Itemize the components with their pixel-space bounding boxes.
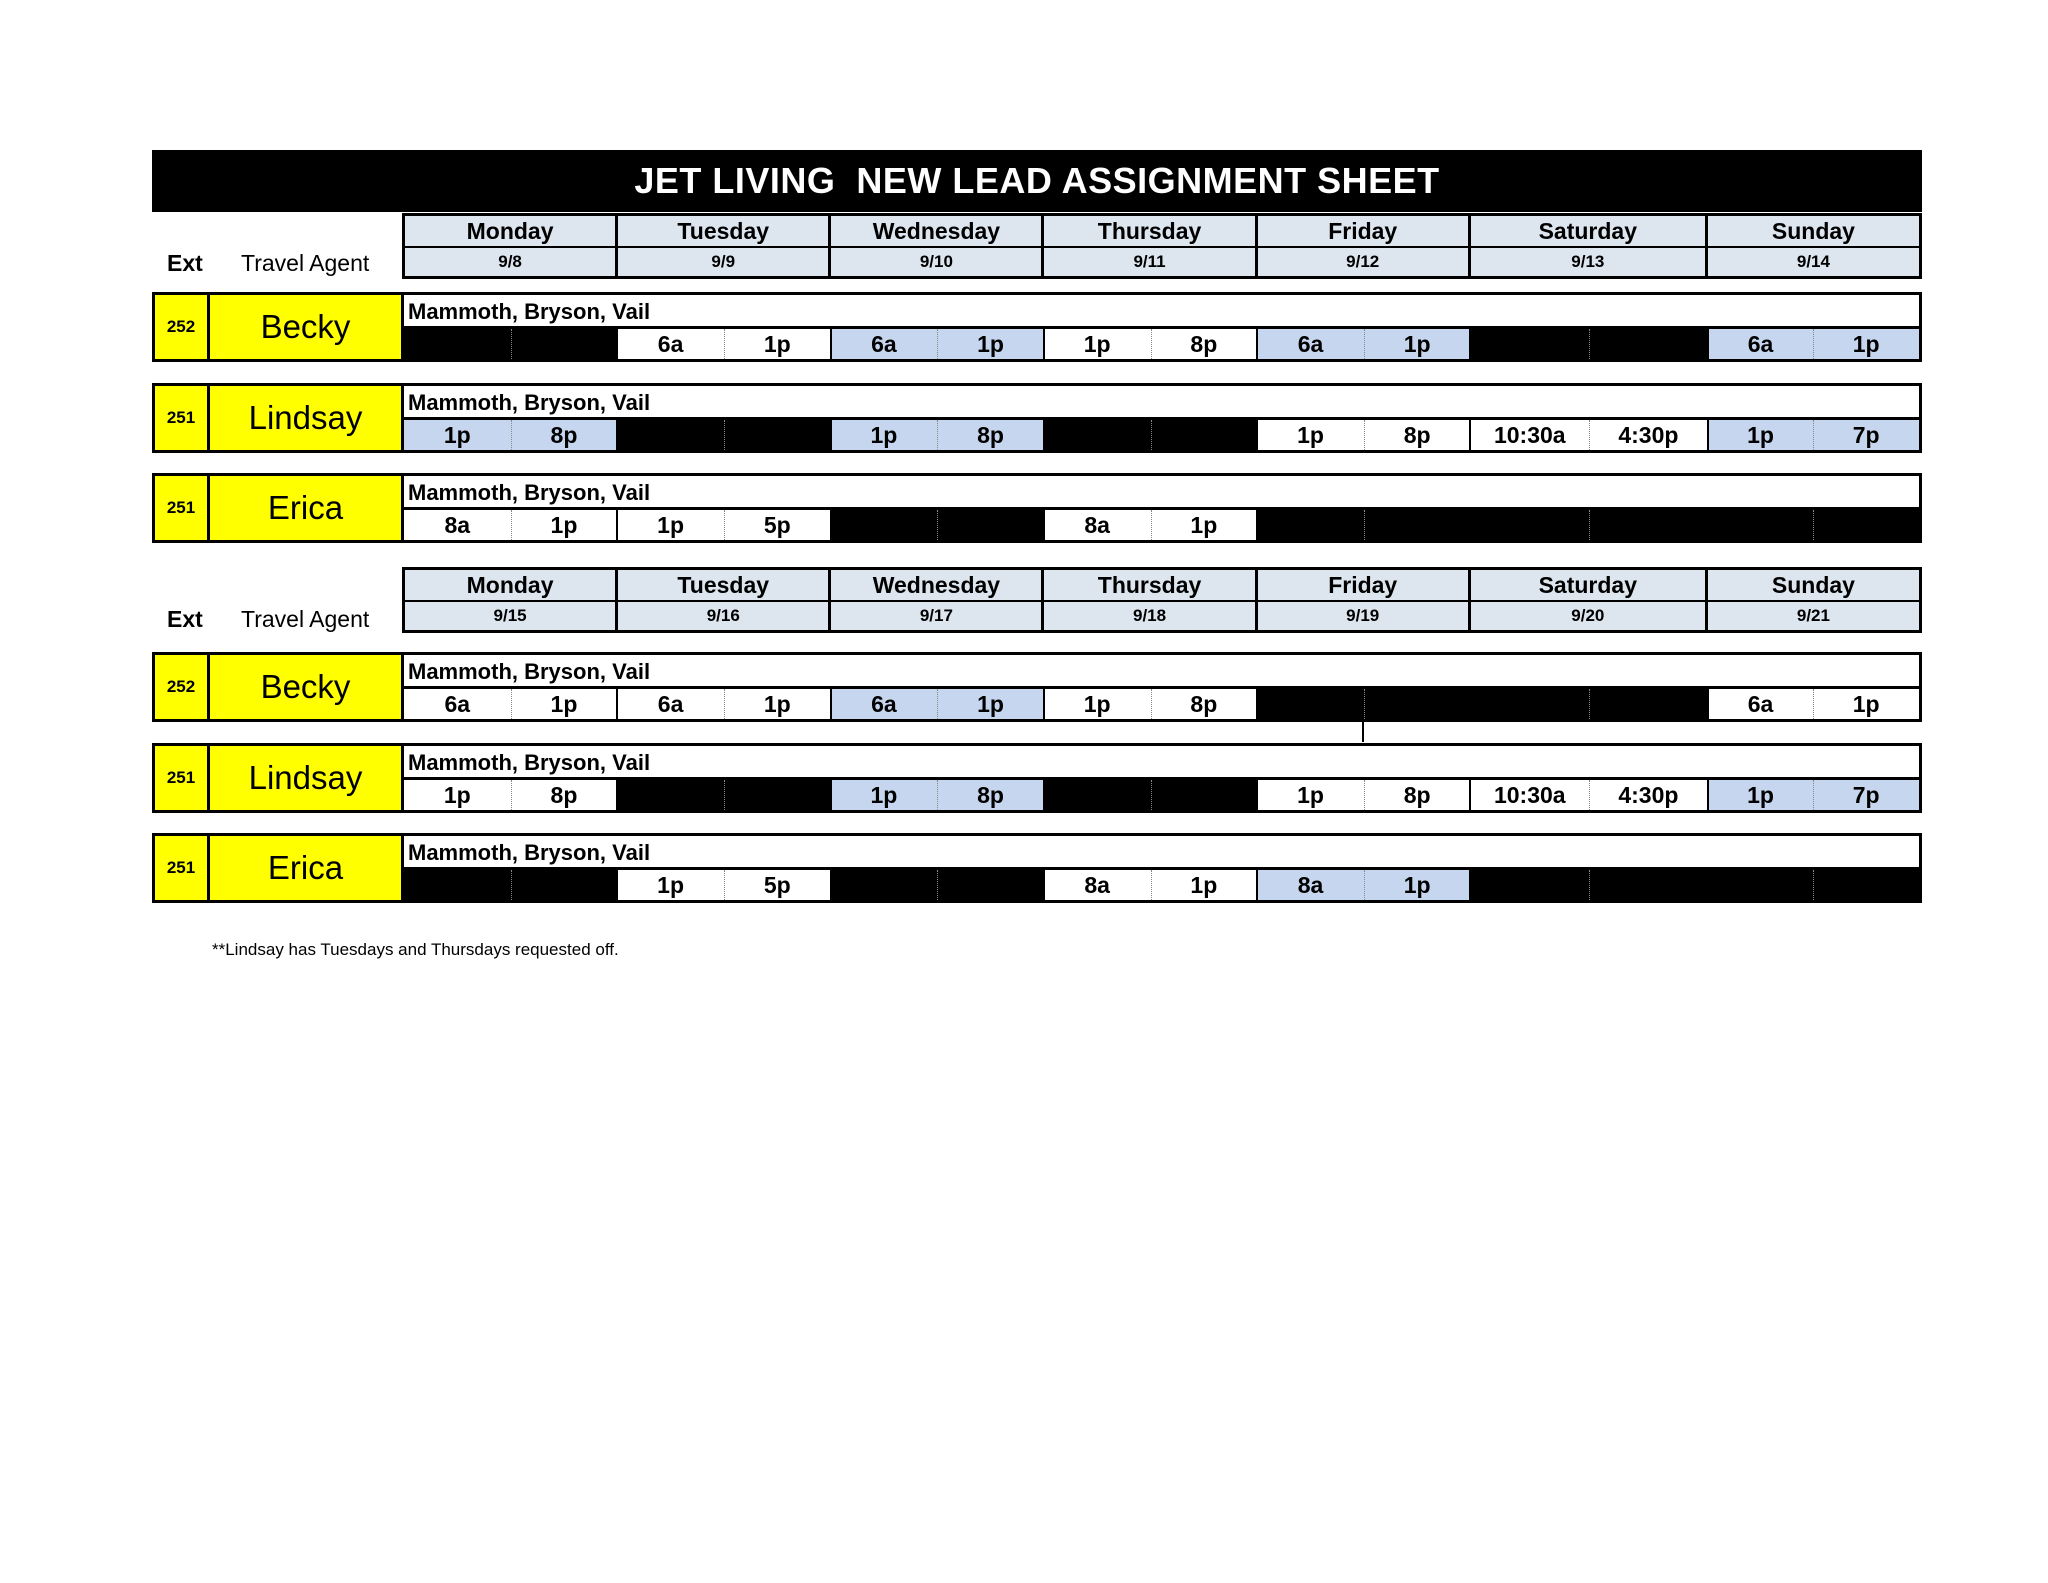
half-divider [937, 420, 938, 450]
day-divider [1469, 420, 1471, 450]
shift-slot: 8p [937, 420, 1044, 450]
day-date: 9/8 [498, 252, 522, 271]
half-divider [1151, 870, 1152, 900]
day-divider [1469, 510, 1471, 540]
shift-slot: 8p [1364, 780, 1471, 810]
shift-slot [724, 780, 831, 810]
ext-label: Ext [167, 606, 203, 632]
day-date: 9/18 [1133, 606, 1167, 625]
shift-slot: 6a [1257, 329, 1364, 359]
shift-slot [831, 870, 938, 900]
shift-slot [1708, 510, 1814, 540]
day-column-thursday [1044, 216, 1257, 276]
day-divider [830, 689, 832, 719]
sheet-title: JET LIVING NEW LEAD ASSIGNMENT SHEET [152, 150, 1922, 212]
agent-ext: 251 [152, 473, 210, 543]
shift-slot [1813, 510, 1919, 540]
agent-ext: 251 [152, 833, 210, 903]
shift-slot [1364, 510, 1471, 540]
day-divider [616, 510, 618, 540]
shift-slot [617, 780, 724, 810]
shift-slot: 1p [1364, 329, 1471, 359]
half-divider [1589, 510, 1590, 540]
day-divider [616, 329, 618, 359]
day-name: Monday [405, 570, 615, 602]
shift-slot: 1p [1813, 689, 1919, 719]
shift-slot: 1p [404, 780, 511, 810]
shift-slot [1470, 870, 1589, 900]
day-divider [1469, 870, 1471, 900]
travel-agent-label: Travel Agent [241, 606, 370, 632]
agent-region: Mammoth, Bryson, Vail [401, 743, 1922, 779]
shift-slot: 6a [1708, 329, 1814, 359]
day-column-monday [405, 570, 618, 630]
shift-slot: 7p [1813, 420, 1919, 450]
agent-name: Becky [207, 292, 404, 362]
half-divider [1364, 329, 1365, 359]
shift-slot: 8p [511, 780, 618, 810]
half-divider [724, 870, 725, 900]
shift-slot: 8p [1364, 420, 1471, 450]
day-divider [1707, 689, 1709, 719]
half-divider [1151, 689, 1152, 719]
half-divider [1589, 689, 1590, 719]
day-column-thursday [1044, 570, 1257, 630]
day-name: Thursday [1044, 216, 1254, 248]
agent-ext: 252 [152, 652, 210, 722]
half-divider [1589, 870, 1590, 900]
agent-name: Erica [207, 473, 404, 543]
agent-region: Mammoth, Bryson, Vail [401, 383, 1922, 419]
day-column-sunday [1708, 216, 1919, 276]
shift-slot: 1p [1813, 329, 1919, 359]
shift-slot: 4:30p [1589, 420, 1708, 450]
agent-region: Mammoth, Bryson, Vail [401, 473, 1922, 509]
agent-shift-slots [401, 686, 1922, 722]
agent-row-lindsay [152, 743, 1922, 813]
shift-slot [1470, 329, 1589, 359]
shift-slot [1151, 420, 1258, 450]
day-name: Friday [1258, 570, 1468, 602]
shift-slot [1470, 510, 1589, 540]
day-column-saturday [1471, 570, 1708, 630]
shift-slot [1044, 420, 1151, 450]
shift-slot: 8a [1044, 510, 1151, 540]
shift-slot [404, 870, 511, 900]
shift-slot [1257, 510, 1364, 540]
half-divider [511, 510, 512, 540]
day-name: Tuesday [618, 216, 828, 248]
shift-slot: 1p [831, 780, 938, 810]
day-divider [616, 870, 618, 900]
shift-slot: 6a [404, 689, 511, 719]
agent-row-becky [152, 292, 1922, 362]
day-date: 9/12 [1346, 252, 1380, 271]
agent-region: Mammoth, Bryson, Vail [401, 652, 1922, 688]
half-divider [1364, 510, 1365, 540]
day-date: 9/21 [1796, 606, 1830, 625]
day-name: Wednesday [831, 570, 1041, 602]
shift-slot: 1p [937, 689, 1044, 719]
shift-slot: 5p [724, 510, 831, 540]
agent-ext: 251 [152, 743, 210, 813]
half-divider [1151, 329, 1152, 359]
agent-name: Lindsay [207, 383, 404, 453]
half-divider [724, 780, 725, 810]
day-column-friday [1258, 216, 1471, 276]
shift-slot: 1p [617, 870, 724, 900]
shift-slot: 1p [937, 329, 1044, 359]
shift-slot: 6a [831, 689, 938, 719]
shift-slot [1589, 870, 1708, 900]
day-divider [1256, 510, 1258, 540]
day-date: 9/19 [1346, 606, 1380, 625]
shift-slot: 1p [1257, 420, 1364, 450]
day-divider [1043, 870, 1045, 900]
day-column-saturday [1471, 216, 1708, 276]
shift-slot [1813, 870, 1919, 900]
day-column-monday [405, 216, 618, 276]
half-divider [1813, 780, 1814, 810]
agent-row-erica [152, 833, 1922, 903]
shift-slot: 7p [1813, 780, 1919, 810]
travel-agent-label: Travel Agent [241, 250, 370, 276]
shift-slot: 1p [404, 420, 511, 450]
half-divider [1589, 780, 1590, 810]
agent-name: Lindsay [207, 743, 404, 813]
day-divider [830, 870, 832, 900]
day-divider [1256, 870, 1258, 900]
day-divider [616, 689, 618, 719]
cell-border-fragment [1362, 718, 1364, 742]
day-name: Saturday [1471, 570, 1705, 602]
day-name: Saturday [1471, 216, 1705, 248]
shift-slot [1589, 689, 1708, 719]
day-divider [1256, 420, 1258, 450]
shift-slot: 1p [1151, 870, 1258, 900]
shift-slot: 6a [617, 689, 724, 719]
day-divider [1043, 420, 1045, 450]
day-divider [1469, 689, 1471, 719]
day-divider [1707, 870, 1709, 900]
shift-slot [1151, 780, 1258, 810]
shift-slot: 1p [511, 510, 618, 540]
shift-slot: 1p [724, 329, 831, 359]
half-divider [724, 689, 725, 719]
day-name: Wednesday [831, 216, 1041, 248]
day-divider [1043, 780, 1045, 810]
half-divider [1151, 510, 1152, 540]
day-column-sunday [1708, 570, 1919, 630]
day-name: Sunday [1708, 216, 1919, 248]
day-divider [1256, 329, 1258, 359]
half-divider [724, 510, 725, 540]
shift-slot: 1p [1044, 689, 1151, 719]
day-column-tuesday [618, 216, 831, 276]
shift-slot: 1p [724, 689, 831, 719]
half-divider [511, 420, 512, 450]
half-divider [724, 420, 725, 450]
shift-slot: 1p [1044, 329, 1151, 359]
half-divider [1151, 780, 1152, 810]
shift-slot [937, 870, 1044, 900]
day-divider [1469, 780, 1471, 810]
shift-slot [404, 329, 511, 359]
shift-slot [724, 420, 831, 450]
shift-slot: 5p [724, 870, 831, 900]
shift-slot [511, 870, 618, 900]
week-header-2 [402, 567, 1922, 633]
shift-slot [1044, 780, 1151, 810]
agent-name: Erica [207, 833, 404, 903]
ext-label: Ext [167, 250, 203, 276]
shift-slot: 6a [617, 329, 724, 359]
agent-row-lindsay [152, 383, 1922, 453]
half-divider [1364, 870, 1365, 900]
footnote: **Lindsay has Tuesdays and Thursdays requested off. [212, 940, 619, 959]
shift-slot [1708, 870, 1814, 900]
agent-ext: 251 [152, 383, 210, 453]
agent-row-erica [152, 473, 1922, 543]
half-divider [724, 329, 725, 359]
shift-slot [1470, 689, 1589, 719]
shift-slot [1364, 689, 1471, 719]
half-divider [1364, 420, 1365, 450]
day-date: 9/11 [1133, 252, 1166, 271]
shift-slot: 1p [1708, 780, 1814, 810]
shift-slot [831, 510, 938, 540]
half-divider [937, 870, 938, 900]
half-divider [937, 510, 938, 540]
shift-slot: 8p [937, 780, 1044, 810]
day-date: 9/17 [919, 606, 953, 625]
day-column-tuesday [618, 570, 831, 630]
shift-slot: 1p [831, 420, 938, 450]
day-name: Sunday [1708, 570, 1919, 602]
shift-slot [1257, 689, 1364, 719]
agent-ext: 252 [152, 292, 210, 362]
shift-slot: 4:30p [1589, 780, 1708, 810]
day-name: Thursday [1044, 570, 1254, 602]
day-divider [1043, 689, 1045, 719]
half-divider [1589, 329, 1590, 359]
week-header-1 [402, 213, 1922, 279]
day-date: 9/13 [1571, 252, 1605, 271]
day-divider [1043, 329, 1045, 359]
shift-slot: 6a [831, 329, 938, 359]
half-divider [1813, 420, 1814, 450]
half-divider [1813, 870, 1814, 900]
day-divider [1707, 510, 1709, 540]
shift-slot: 10:30a [1470, 780, 1589, 810]
shift-slot: 8a [1257, 870, 1364, 900]
shift-slot: 8a [404, 510, 511, 540]
shift-slot: 8a [1044, 870, 1151, 900]
half-divider [937, 329, 938, 359]
half-divider [1151, 420, 1152, 450]
shift-slot: 8p [511, 420, 618, 450]
shift-slot: 1p [1151, 510, 1258, 540]
half-divider [511, 329, 512, 359]
shift-slot: 8p [1151, 689, 1258, 719]
day-divider [616, 780, 618, 810]
day-date: 9/10 [919, 252, 953, 271]
half-divider [1813, 689, 1814, 719]
day-divider [830, 329, 832, 359]
agent-shift-slots [401, 326, 1922, 362]
day-divider [830, 780, 832, 810]
shift-slot: 1p [1257, 780, 1364, 810]
day-name: Tuesday [618, 570, 828, 602]
half-divider [1813, 510, 1814, 540]
shift-slot: 1p [617, 510, 724, 540]
day-date: 9/16 [706, 606, 740, 625]
agent-name: Becky [207, 652, 404, 722]
half-divider [1364, 780, 1365, 810]
half-divider [937, 689, 938, 719]
half-divider [1364, 689, 1365, 719]
agent-region: Mammoth, Bryson, Vail [401, 292, 1922, 328]
half-divider [511, 870, 512, 900]
shift-slot [937, 510, 1044, 540]
agent-shift-slots [401, 777, 1922, 813]
day-divider [616, 420, 618, 450]
agent-region: Mammoth, Bryson, Vail [401, 833, 1922, 869]
half-divider [937, 780, 938, 810]
day-divider [1043, 510, 1045, 540]
day-date: 9/15 [493, 606, 527, 625]
day-name: Monday [405, 216, 615, 248]
day-name: Friday [1258, 216, 1468, 248]
day-column-friday [1258, 570, 1471, 630]
shift-slot [511, 329, 618, 359]
day-divider [830, 510, 832, 540]
shift-slot: 1p [511, 689, 618, 719]
agent-row-becky [152, 652, 1922, 722]
shift-slot: 8p [1151, 329, 1258, 359]
day-divider [1707, 420, 1709, 450]
day-divider [1707, 329, 1709, 359]
agent-shift-slots [401, 507, 1922, 543]
half-divider [1813, 329, 1814, 359]
day-divider [1469, 329, 1471, 359]
day-date: 9/14 [1796, 252, 1830, 271]
half-divider [511, 689, 512, 719]
shift-slot: 1p [1364, 870, 1471, 900]
shift-slot: 10:30a [1470, 420, 1589, 450]
day-column-wednesday [831, 216, 1044, 276]
day-divider [1707, 780, 1709, 810]
shift-slot: 1p [1708, 420, 1814, 450]
agent-shift-slots [401, 417, 1922, 453]
shift-slot [1589, 329, 1708, 359]
shift-slot [1589, 510, 1708, 540]
day-divider [1256, 689, 1258, 719]
day-date: 9/9 [711, 252, 736, 271]
shift-slot [617, 420, 724, 450]
shift-slot: 6a [1708, 689, 1814, 719]
day-date: 9/20 [1571, 606, 1605, 625]
day-column-wednesday [831, 570, 1044, 630]
day-divider [830, 420, 832, 450]
half-divider [1589, 420, 1590, 450]
day-divider [1256, 780, 1258, 810]
half-divider [511, 780, 512, 810]
agent-shift-slots [401, 867, 1922, 903]
